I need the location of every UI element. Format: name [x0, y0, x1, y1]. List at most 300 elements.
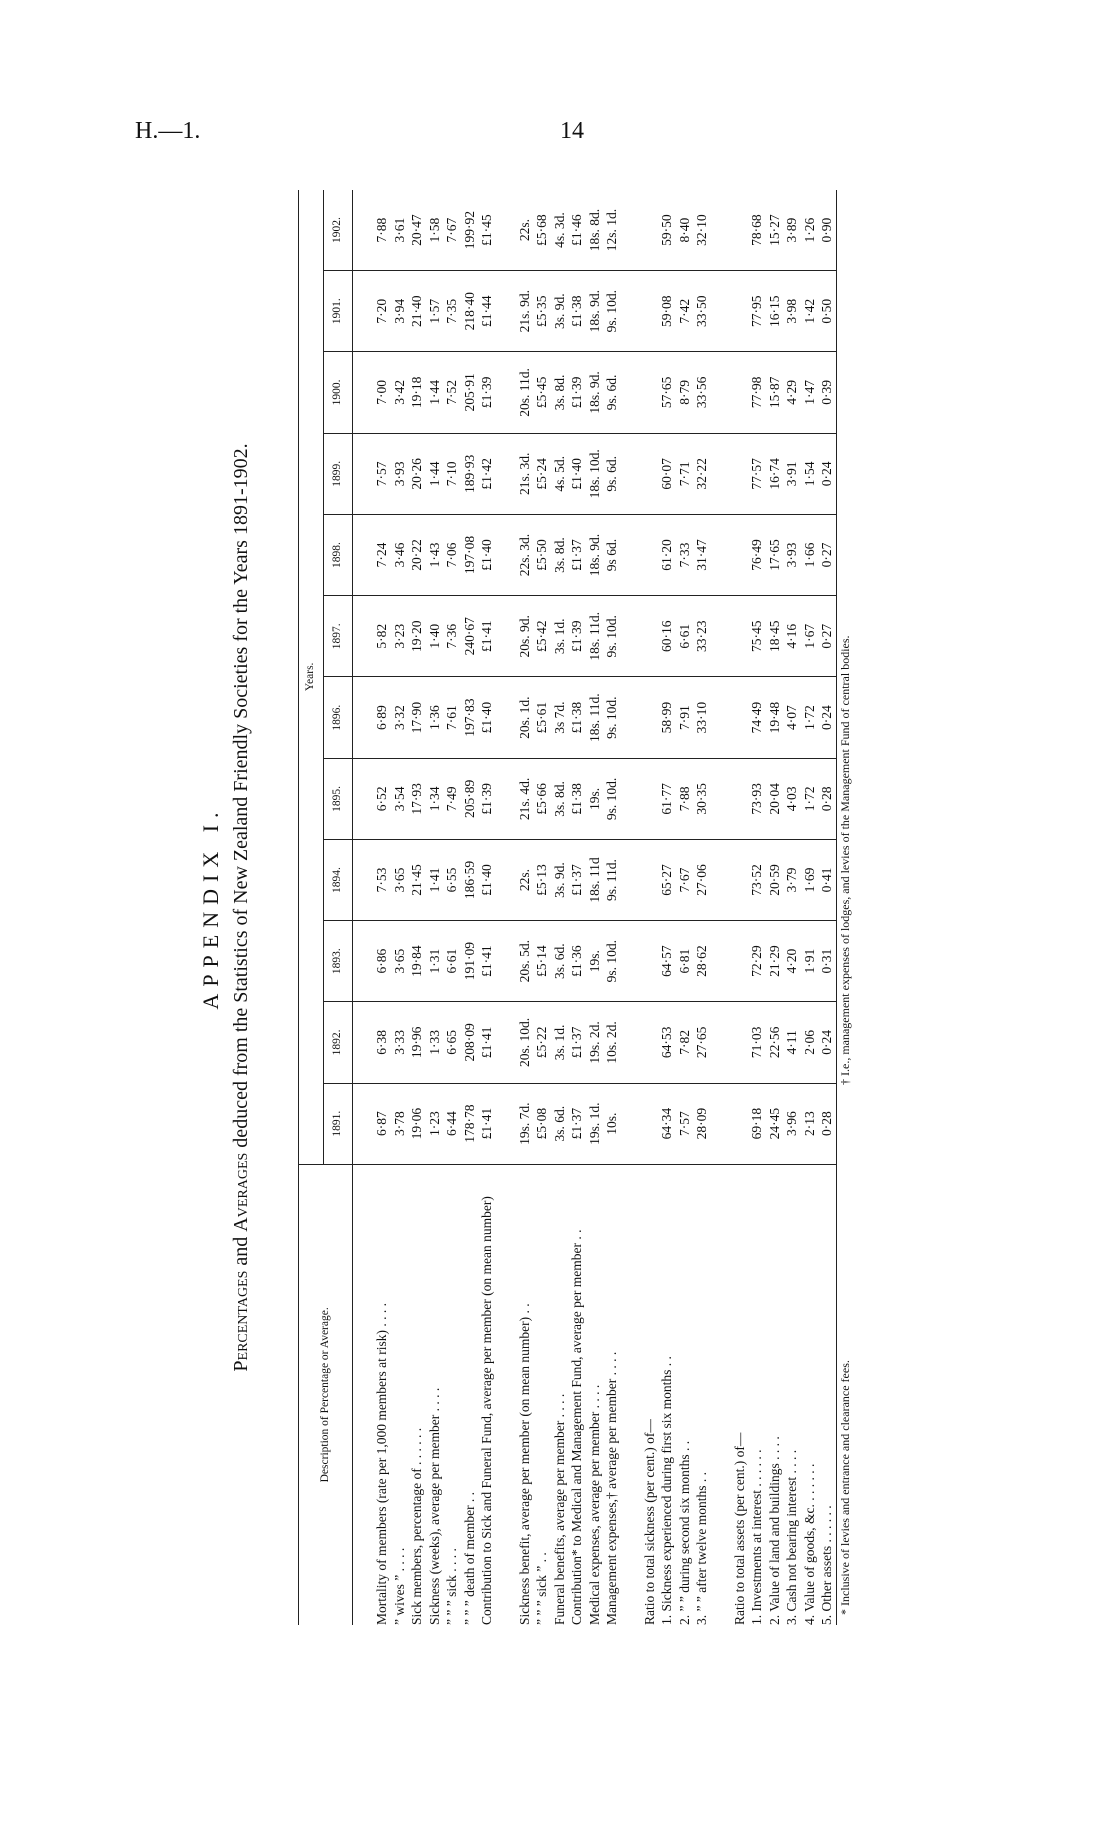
row-label: 5. Other assets . . . . . . — [818, 1164, 836, 1625]
appendix-heading: APPENDIX I. — [198, 805, 223, 1010]
value-cell: 1·23 — [426, 1111, 442, 1136]
value-cell: 18s. 11d — [586, 839, 604, 920]
value-cell: 9s. 10d. — [603, 677, 621, 758]
value-cell: 1·72 — [801, 677, 819, 758]
value-cell: 3·79 — [783, 839, 801, 920]
row-label: Sick members, percentage of . . . . . . — [408, 1164, 426, 1625]
value-cell: 17·65 — [766, 515, 784, 596]
table-row — [818, 190, 836, 1625]
value-cell: 6·44 — [444, 1111, 459, 1136]
value-cell: 3·46 — [391, 515, 409, 596]
value-cell: 6·55 — [443, 839, 461, 920]
value-cell: £5·50 — [533, 515, 551, 596]
value-cell: 18s. 9d. — [586, 515, 604, 596]
group-heading: Ratio to total sickness (per cent.) of— — [641, 1164, 659, 1625]
value-cell: 7·91 — [676, 677, 694, 758]
value-cell: 8·79 — [676, 352, 694, 433]
value-cell: 7·33 — [676, 515, 694, 596]
value-cell: £1·39 — [568, 352, 586, 433]
value-cell: £1·38 — [568, 758, 586, 839]
value-cell: 21s. 4d. — [516, 758, 534, 839]
title-rest: deduced from the Statistics of New Zealand Friendly Societies for the Years 1891-1902. — [230, 443, 252, 1153]
value-cell: 9s. 10d. — [603, 921, 621, 1002]
row-label: 3. ” ” after twelve months . . — [693, 1164, 711, 1625]
value-cell: 15·27 — [766, 190, 784, 271]
value-cell: 1·33 — [426, 1002, 444, 1083]
value-cell: £5·13 — [533, 839, 551, 920]
year-header: 1895. — [324, 758, 353, 839]
value-cell: £1·45 — [478, 190, 496, 271]
value-cell: 10s. — [604, 1112, 619, 1135]
value-cell: 7·20 — [373, 271, 391, 352]
value-cell: £1·46 — [568, 190, 586, 271]
footnote-asterisk: * Inclusive of levies and entrance and clearance fees. — [838, 1360, 852, 1615]
value-cell: 31·47 — [693, 515, 711, 596]
value-cell: 20·59 — [766, 839, 784, 920]
row-label: ” ” ” death of member . . — [461, 1164, 479, 1625]
value-cell: 1·54 — [801, 433, 819, 514]
value-cell: 7·82 — [676, 1002, 694, 1083]
value-cell: £1·38 — [568, 271, 586, 352]
year-header: 1891. — [324, 1083, 353, 1164]
value-cell: 1·44 — [426, 352, 444, 433]
value-cell: £5·35 — [533, 271, 551, 352]
table-row — [408, 190, 426, 1625]
value-cell: 197·08 — [461, 515, 479, 596]
value-cell: 1·58 — [426, 190, 444, 271]
value-cell: 19·48 — [766, 677, 784, 758]
value-cell: 61·77 — [658, 758, 676, 839]
value-cell: £1·37 — [569, 1107, 584, 1140]
value-cell: 19·06 — [409, 1107, 424, 1140]
value-cell: £1·40 — [478, 839, 496, 920]
value-cell: 32·22 — [693, 433, 711, 514]
value-cell: 22·56 — [766, 1002, 784, 1083]
value-cell: 18s. 10d. — [586, 433, 604, 514]
value-cell: 4s. 5d. — [551, 433, 569, 514]
value-cell: 3·32 — [391, 677, 409, 758]
value-cell: 64·53 — [658, 1002, 676, 1083]
value-cell: 20s. 5d. — [516, 921, 534, 1002]
value-cell: 7·06 — [443, 515, 461, 596]
value-cell: 77·95 — [748, 271, 766, 352]
value-cell: 6·61 — [676, 596, 694, 677]
table-row — [693, 190, 711, 1625]
row-label: 3. Cash not bearing interest . . . . — [783, 1164, 801, 1625]
value-cell: £5·08 — [534, 1107, 549, 1140]
value-cell: £1·39 — [478, 758, 496, 839]
row-label: 2. ” ” during second six months . . — [676, 1164, 694, 1625]
value-cell: 3·33 — [391, 1002, 409, 1083]
value-cell: 7·67 — [443, 190, 461, 271]
value-cell: 7·53 — [373, 839, 391, 920]
value-cell: 19·20 — [408, 596, 426, 677]
value-cell: 21·40 — [408, 271, 426, 352]
value-cell: 3s. 1d. — [551, 1002, 569, 1083]
value-cell: 2·13 — [801, 1111, 817, 1136]
value-cell: 77·57 — [748, 433, 766, 514]
value-cell: 1·67 — [801, 596, 819, 677]
value-cell: 7·57 — [373, 433, 391, 514]
value-cell: 4·03 — [783, 758, 801, 839]
table-title — [230, 190, 253, 1625]
value-cell: £1·42 — [478, 433, 496, 514]
table-row — [426, 190, 444, 1625]
value-cell: 21·29 — [766, 921, 784, 1002]
value-cell: 1·26 — [801, 190, 819, 271]
value-cell: 22s. — [516, 839, 534, 920]
value-cell: 15·87 — [766, 352, 784, 433]
value-cell: 78·68 — [748, 190, 766, 271]
value-cell: 197·83 — [461, 677, 479, 758]
value-cell: £1·40 — [568, 433, 586, 514]
table-row — [391, 190, 409, 1625]
value-cell: 7·10 — [443, 433, 461, 514]
value-cell: 7·35 — [443, 271, 461, 352]
value-cell: 21s. 9d. — [516, 271, 534, 352]
row-label: 2. Value of land and buildings . . . . — [766, 1164, 784, 1625]
table-body — [353, 190, 837, 1625]
value-cell: 178·78 — [461, 1104, 477, 1143]
value-cell: 1·40 — [426, 596, 444, 677]
value-cell: 6·81 — [676, 921, 694, 1002]
value-cell: 33·56 — [693, 352, 711, 433]
group-heading-row — [731, 190, 749, 1625]
table-row — [443, 190, 461, 1625]
value-cell: 208·09 — [461, 1002, 479, 1083]
value-cell: 1·42 — [801, 271, 819, 352]
value-cell: 0·50 — [818, 271, 836, 352]
value-cell: £1·39 — [478, 352, 496, 433]
value-cell: £1·37 — [568, 1002, 586, 1083]
value-cell: 205·89 — [461, 758, 479, 839]
value-cell: 0·90 — [818, 190, 836, 271]
value-cell: 189·93 — [461, 433, 479, 514]
value-cell: 7·36 — [443, 596, 461, 677]
value-cell: 3·65 — [391, 921, 409, 1002]
value-cell: 61·20 — [658, 515, 676, 596]
value-cell: 7·67 — [676, 839, 694, 920]
year-header: 1898. — [324, 515, 353, 596]
value-cell: 0·24 — [818, 677, 836, 758]
value-cell: 4s. 3d. — [551, 190, 569, 271]
spacer-row — [353, 190, 374, 1625]
value-cell: 64·57 — [658, 921, 676, 1002]
value-cell: 73·93 — [748, 758, 766, 839]
table-row — [568, 190, 586, 1625]
value-cell: 20·04 — [766, 758, 784, 839]
value-cell: 4·07 — [783, 677, 801, 758]
value-cell: 3·23 — [391, 596, 409, 677]
value-cell: 19s. — [586, 921, 604, 1002]
value-cell: 7·42 — [676, 271, 694, 352]
year-header: 1893. — [324, 921, 353, 1002]
year-header: 1902. — [324, 190, 353, 271]
value-cell: £1·37 — [568, 515, 586, 596]
value-cell: 6·87 — [374, 1111, 389, 1136]
value-cell: 27·65 — [693, 1002, 711, 1083]
value-cell: 0·27 — [818, 596, 836, 677]
value-cell: 20s. 9d. — [516, 596, 534, 677]
year-header: 1899. — [324, 433, 353, 514]
value-cell: 0·39 — [818, 352, 836, 433]
row-label: Mortality of members (rate per 1,000 members at risk) . . . . — [373, 1164, 391, 1625]
value-cell: 7·49 — [443, 758, 461, 839]
value-cell: 9s. 10d. — [603, 596, 621, 677]
value-cell: 19s. 7d. — [516, 1102, 532, 1145]
value-cell: 32·10 — [693, 190, 711, 271]
row-label: ” wives ” . . . . — [391, 1164, 409, 1625]
row-label: Contribution* to Medical and Management Fund, average per member . . — [568, 1164, 586, 1625]
footnote-dagger: † I.e., management expenses of lodges, and levies of the Management Fund of central bodies. — [838, 635, 852, 1085]
value-cell: 20·26 — [408, 433, 426, 514]
value-cell: £1·36 — [568, 921, 586, 1002]
value-cell: 218·40 — [461, 271, 479, 352]
value-cell: 28·09 — [694, 1107, 709, 1140]
value-cell: 18s. 9d. — [586, 352, 604, 433]
value-cell: 0·28 — [818, 1083, 836, 1164]
year-header: 1901. — [324, 271, 353, 352]
value-cell: 18s. 8d. — [586, 190, 604, 271]
years-group-header: Years. — [299, 190, 324, 1164]
value-cell: 1·41 — [426, 839, 444, 920]
spacer-row — [621, 190, 641, 1625]
value-cell: 21s. 3d. — [516, 433, 534, 514]
value-cell: 1·47 — [801, 352, 819, 433]
year-header: 1897. — [324, 596, 353, 677]
group-heading: Ratio to total assets (per cent.) of— — [731, 1164, 749, 1625]
table-row — [533, 190, 551, 1625]
value-cell: 1·31 — [426, 921, 444, 1002]
value-cell: 18s. 9d. — [586, 271, 604, 352]
value-cell: 1·57 — [426, 271, 444, 352]
table-row — [516, 190, 534, 1625]
value-cell: 3s. 9d. — [551, 271, 569, 352]
table-row — [551, 190, 569, 1625]
value-cell: 57·65 — [658, 352, 676, 433]
table-row — [603, 190, 621, 1625]
value-cell: 7·88 — [676, 758, 694, 839]
value-cell: 3·94 — [391, 271, 409, 352]
value-cell: 6·38 — [373, 1002, 391, 1083]
value-cell: 6·86 — [373, 921, 391, 1002]
table-row — [461, 190, 479, 1625]
year-header: 1892. — [324, 1002, 353, 1083]
value-cell: 33·23 — [693, 596, 711, 677]
value-cell: £1·41 — [478, 596, 496, 677]
value-cell: 240·67 — [461, 596, 479, 677]
value-cell: 9s. 11d. — [603, 839, 621, 920]
row-label: 4. Value of goods, &c. . . . . . . — [801, 1164, 819, 1625]
value-cell: 4·16 — [783, 596, 801, 677]
value-cell: 6·65 — [443, 1002, 461, 1083]
value-cell: 205·91 — [461, 352, 479, 433]
value-cell: 1·44 — [426, 433, 444, 514]
row-label: 1. Sickness experienced during first six months . . — [658, 1164, 676, 1625]
value-cell: 30·35 — [693, 758, 711, 839]
value-cell: £1·41 — [478, 1002, 496, 1083]
value-cell: 6·89 — [373, 677, 391, 758]
value-cell: 22s. 3d. — [516, 515, 534, 596]
value-cell: 6·52 — [373, 758, 391, 839]
spacer-row — [711, 190, 731, 1625]
value-cell: 76·49 — [748, 515, 766, 596]
value-cell: 77·98 — [748, 352, 766, 433]
value-cell: 3·61 — [391, 190, 409, 271]
table-row — [783, 190, 801, 1625]
row-label: Sickness benefit, average per member (on mean number) . . — [516, 1164, 534, 1625]
value-cell: £5·14 — [533, 921, 551, 1002]
value-cell: 59·50 — [658, 190, 676, 271]
year-header: 1896. — [324, 677, 353, 758]
value-cell: 19s. 1d. — [586, 1102, 602, 1145]
value-cell: 1·43 — [426, 515, 444, 596]
value-cell: 24·45 — [766, 1107, 782, 1140]
value-cell: £1·41 — [478, 921, 496, 1002]
value-cell: 0·27 — [818, 515, 836, 596]
value-cell: 19·18 — [408, 352, 426, 433]
value-cell: £5·45 — [533, 352, 551, 433]
table-row — [766, 190, 784, 1625]
parliamentary-paper-code: H.—1. — [135, 118, 201, 144]
table-row — [801, 190, 819, 1625]
title-and: and — [230, 1231, 252, 1271]
value-cell: £5·22 — [533, 1002, 551, 1083]
value-cell: £1·40 — [478, 677, 496, 758]
value-cell: £5·68 — [533, 190, 551, 271]
table-row — [373, 190, 391, 1625]
value-cell: 3s 7d. — [551, 677, 569, 758]
value-cell: 3·65 — [391, 839, 409, 920]
value-cell: 7·24 — [373, 515, 391, 596]
value-cell: 58·99 — [658, 677, 676, 758]
value-cell: 9s. 6d. — [603, 352, 621, 433]
value-cell: 191·09 — [461, 921, 479, 1002]
value-cell: 7·00 — [373, 352, 391, 433]
year-header: 1900. — [324, 352, 353, 433]
value-cell: £1·37 — [568, 839, 586, 920]
page-header — [0, 0, 1114, 160]
value-cell: 3·89 — [783, 190, 801, 271]
row-label: Contribution to Sick and Funeral Fund, average per member (on mean number) — [478, 1164, 496, 1625]
value-cell: 4·20 — [783, 921, 801, 1002]
value-cell: 19s. 2d. — [586, 1002, 604, 1083]
spacer-row — [496, 190, 516, 1625]
table-row — [676, 190, 694, 1625]
value-cell: 73·52 — [748, 839, 766, 920]
value-cell: 19·96 — [408, 1002, 426, 1083]
value-cell: 17·90 — [408, 677, 426, 758]
value-cell: 3·93 — [391, 433, 409, 514]
value-cell: 7·57 — [676, 1111, 692, 1136]
value-cell: 74·49 — [748, 677, 766, 758]
description-column-header: Description of Percentage or Average. — [299, 1164, 353, 1625]
value-cell: 3s. 9d. — [551, 839, 569, 920]
value-cell: 9s. 10d. — [603, 758, 621, 839]
value-cell: 3s. 6d. — [551, 921, 569, 1002]
value-cell: 18s. 11d. — [586, 677, 604, 758]
title-averages: Averages — [230, 1152, 252, 1232]
statistics-table — [298, 190, 837, 1625]
table-row — [658, 190, 676, 1625]
value-cell: 0·24 — [818, 1002, 836, 1083]
value-cell: 3s. 8d. — [551, 515, 569, 596]
value-cell: 3·93 — [783, 515, 801, 596]
value-cell: £1·38 — [568, 677, 586, 758]
value-cell: £5·42 — [533, 596, 551, 677]
value-cell: 7·52 — [443, 352, 461, 433]
group-heading-row — [641, 190, 659, 1625]
value-cell: 33·50 — [693, 271, 711, 352]
value-cell: £1·40 — [478, 515, 496, 596]
value-cell: 1·34 — [426, 758, 444, 839]
value-cell: 60·16 — [658, 596, 676, 677]
value-cell: 3·42 — [391, 352, 409, 433]
value-cell: 6·61 — [443, 921, 461, 1002]
value-cell: £1·39 — [568, 596, 586, 677]
value-cell: 3s. 1d. — [551, 596, 569, 677]
value-cell: 27·06 — [693, 839, 711, 920]
value-cell: 20·22 — [408, 515, 426, 596]
value-cell: 7·61 — [443, 677, 461, 758]
value-cell: 19·84 — [408, 921, 426, 1002]
value-cell: 3·91 — [783, 433, 801, 514]
value-cell: 16·15 — [766, 271, 784, 352]
value-cell: 3s. 6d. — [551, 1105, 567, 1142]
value-cell: 3·96 — [784, 1111, 799, 1136]
row-label: ” ” ” sick ” . . — [533, 1164, 551, 1625]
value-cell: 20s. 1d. — [516, 677, 534, 758]
value-cell: 9s. 6d. — [603, 433, 621, 514]
table-row — [748, 190, 766, 1625]
value-cell: 71·03 — [748, 1002, 766, 1083]
value-cell: 8·40 — [676, 190, 694, 271]
value-cell: 65·27 — [658, 839, 676, 920]
value-cell: 21·45 — [408, 839, 426, 920]
value-cell: 199·92 — [461, 190, 479, 271]
value-cell: 2·06 — [801, 1002, 819, 1083]
value-cell: 3·78 — [391, 1111, 407, 1136]
value-cell: 18s. 11d. — [586, 596, 604, 677]
value-cell: 20s. 11d. — [516, 352, 534, 433]
row-label: Medical expenses, average per member . . . . — [586, 1164, 604, 1625]
row-label: Funeral benefits, average per member . . . . — [551, 1164, 569, 1625]
rotated-appendix-block — [198, 190, 918, 1625]
value-cell: 3s. 8d. — [551, 352, 569, 433]
value-cell: 3s. 8d. — [551, 758, 569, 839]
row-label: 1. Investments at interest . . . . . . — [748, 1164, 766, 1625]
value-cell: £1·41 — [479, 1107, 494, 1140]
value-cell: 59·08 — [658, 271, 676, 352]
value-cell: 20·47 — [408, 190, 426, 271]
value-cell: 12s. 1d. — [603, 190, 621, 271]
title-percentages: Percentages — [230, 1270, 252, 1372]
value-cell: 1·36 — [426, 677, 444, 758]
value-cell: 28·62 — [693, 921, 711, 1002]
value-cell: 0·24 — [818, 433, 836, 514]
value-cell: 20s. 10d. — [516, 1002, 534, 1083]
value-cell: 1·72 — [801, 758, 819, 839]
value-cell: 60·07 — [658, 433, 676, 514]
value-cell: 5·82 — [373, 596, 391, 677]
value-cell: 186·59 — [461, 839, 479, 920]
value-cell: 3·98 — [783, 271, 801, 352]
value-cell: 10s. 2d. — [603, 1002, 621, 1083]
value-cell: 9s. 10d. — [603, 271, 621, 352]
value-cell: £5·24 — [533, 433, 551, 514]
row-label: Sickness (weeks), average per member . . . . — [426, 1164, 444, 1625]
value-cell: 0·31 — [818, 921, 836, 1002]
